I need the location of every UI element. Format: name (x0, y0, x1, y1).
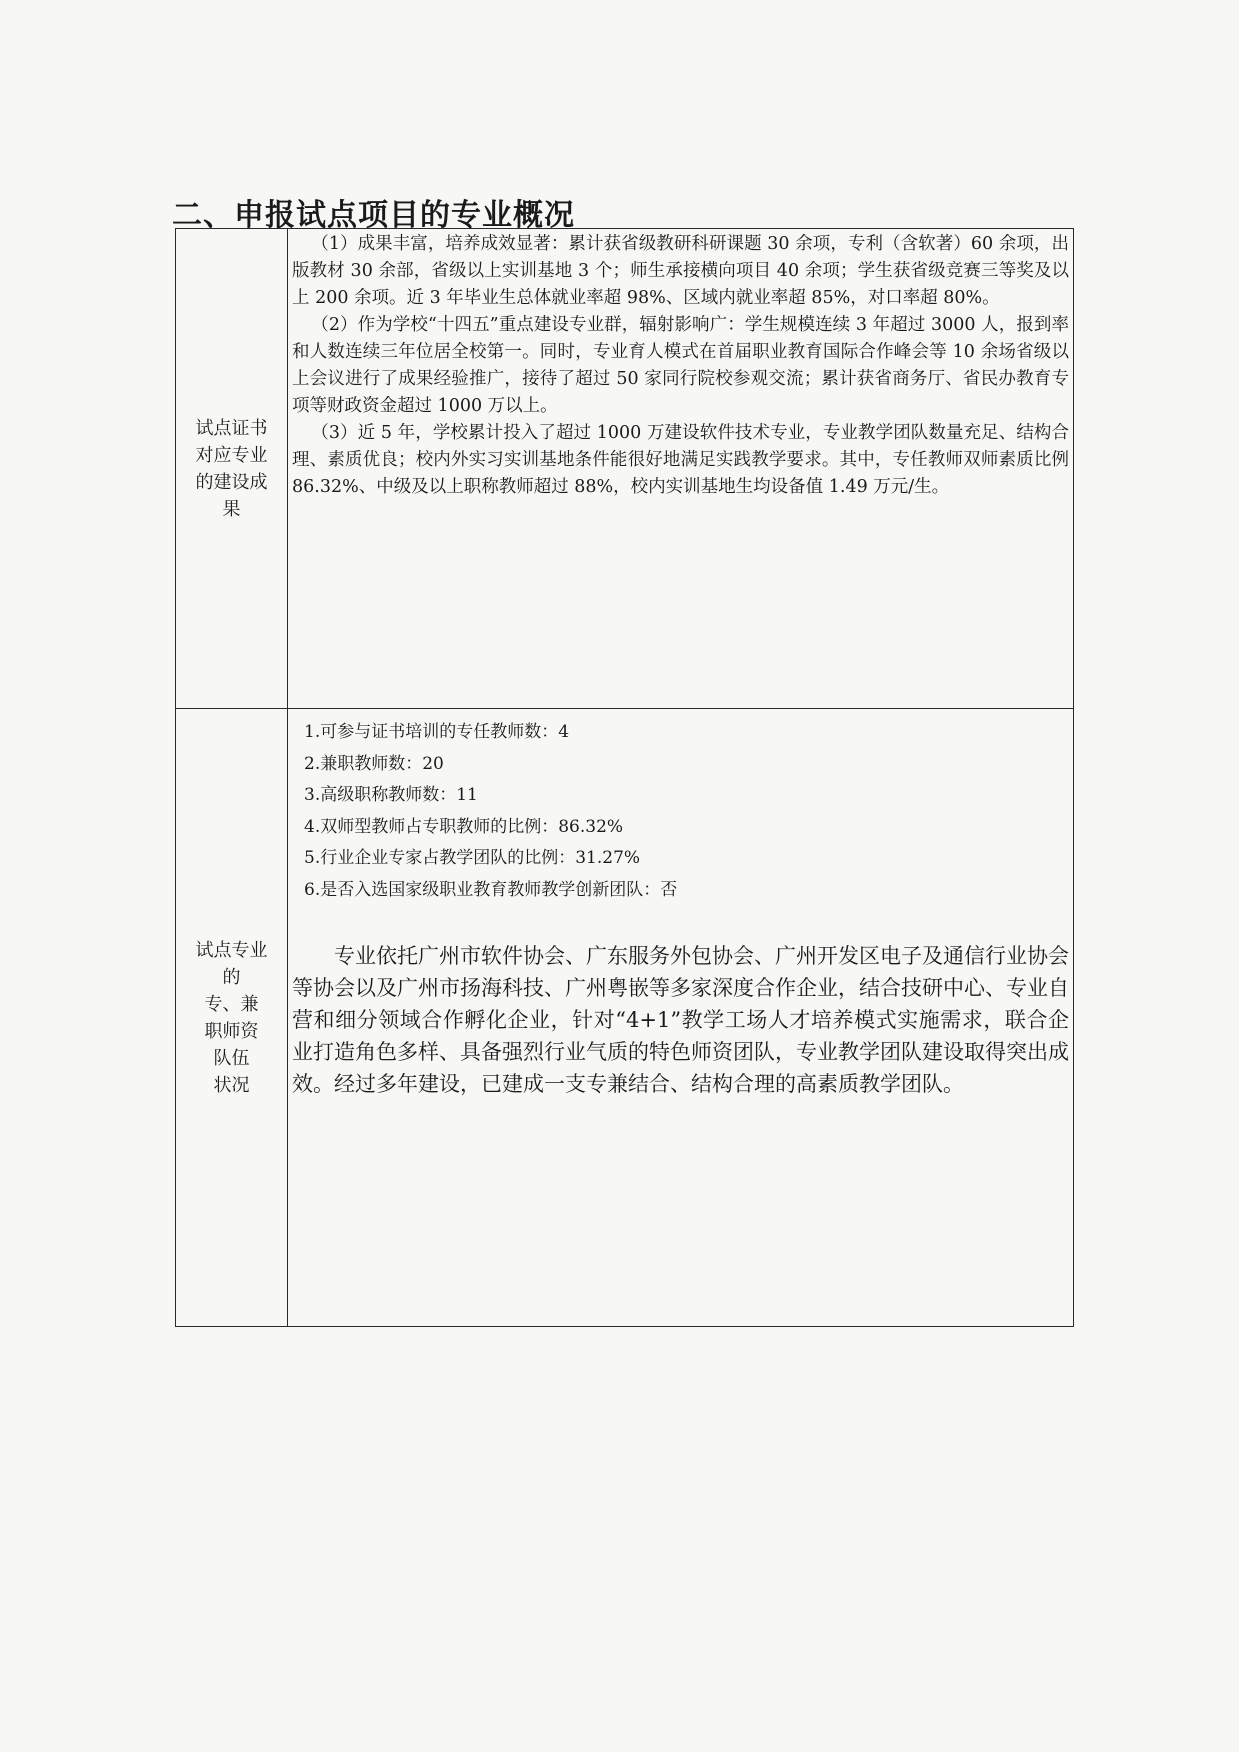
section-title: 二、申报试点项目的专业概况 (172, 198, 575, 233)
list-item: 6.是否入选国家级职业教育教师教学创新团队：否 (304, 879, 678, 900)
label-line: 试点专业 (195, 939, 268, 961)
label-line: 试点证书 (195, 417, 268, 439)
construction-results-content (288, 229, 1074, 709)
label-line: 队伍 (213, 1047, 250, 1069)
team-description-paragraph: 专业依托广州市软件协会、广东服务外包协会、广州开发区电子及通信行业协会等协会以及广州市扬海科技、广州粤嵌等多家深度合作企业，结合技研中心、专业自营和细分领域合作孵化企业，针对“4+1”教学工场人才培养模式实施需求，联合企业打造角色多样、具备强烈行业气质的特色师资团队，专业教学团队建设取得突出成效。经过多年建设，已建成一支专兼结合、结构合理的高素质教学团队。 (292, 944, 1069, 1096)
results-paragraph-1: （1）成果丰富，培养成效显著：累计获省级教研科研课题 30 余项，专利（含软著）60 余项，出版教材 30 余部，省级以上实训基地 3 个；师生承接横向项目 40 余项；学生获省级竞赛三等奖及以上 200 余项。近 3 年毕业生总体就业率超 98%、区域内就业率超 85%，对口率超 80%。 (292, 234, 1069, 308)
table-row-construction-results (176, 229, 1074, 709)
row-label-faculty-status (176, 709, 288, 1327)
label-line: 的建设成 (195, 471, 268, 493)
label-line: 状况 (213, 1074, 250, 1096)
list-item: 1.可参与证书培训的专任教师数：4 (304, 722, 570, 742)
table-row-faculty-status (176, 709, 1074, 1327)
label-line: 对应专业 (195, 444, 268, 466)
label-line: 的 (222, 966, 241, 988)
list-item: 4.双师型教师占专职教师的比例：86.32% (304, 816, 624, 837)
faculty-stats-list (292, 717, 1069, 906)
faculty-status-content (288, 709, 1074, 1327)
row-label-construction-results (176, 229, 288, 709)
list-item: 3.高级职称教师数：11 (304, 785, 478, 805)
label-line: 职师资 (204, 1020, 259, 1042)
list-item: 2.兼职教师数：20 (304, 753, 444, 774)
list-item: 5.行业企业专家占教学团队的比例：31.27% (304, 848, 641, 868)
results-paragraph-2: （2）作为学校“十四五”重点建设专业群，辐射影响广：学生规模连续 3 年超过 3000 人，报到率和人数连续三年位居全校第一。同时，专业育人模式在首届职业教育国际合作峰会等 10 余场省级以上会议进行了成果经验推广，接待了超过 50 家同行院校参观交流；累计获省商务厅、省民办教育专项等财政资金超过 1000 万以上。 (292, 315, 1069, 416)
results-paragraph-3: （3）近 5 年，学校累计投入了超过 1000 万建设软件技术专业，专业教学团队数量充足、结构合理、素质优良；校内外实习实训基地条件能很好地满足实践教学要求。其中，专任教师双师素质比例 86.32%、中级及以上职称教师超过 88%，校内实训基地生均设备值 1.49 万元/生。 (292, 423, 1069, 497)
project-overview-table (175, 228, 1074, 1327)
label-line: 果 (222, 498, 241, 520)
label-line: 专、兼 (204, 993, 259, 1015)
